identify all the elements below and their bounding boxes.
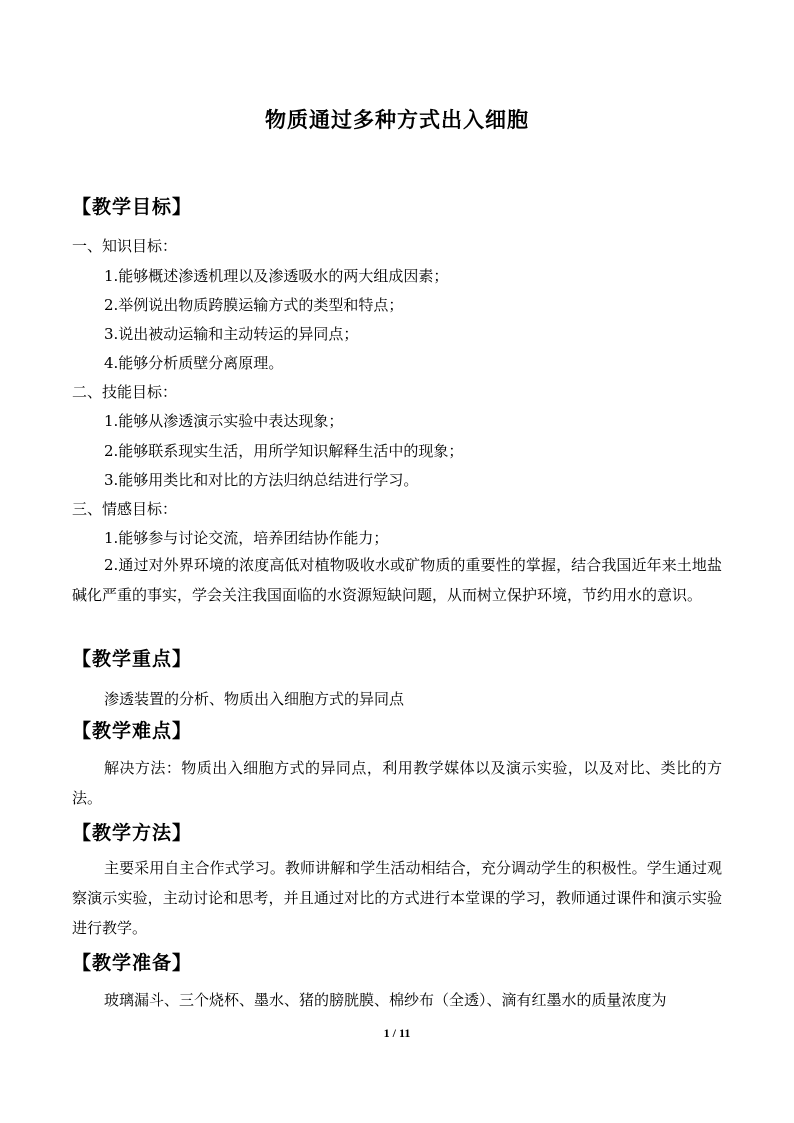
knowledge-item-3: 3.说出被动运输和主动转运的异同点； xyxy=(104,325,359,343)
heading-teaching-methods: 【教学方法】 xyxy=(72,822,193,844)
difficulties-text: 解决方法：物质出入细胞方式的异同点，利用教学媒体以及演示实验，以及对比、类比的方法。 xyxy=(72,759,722,807)
key-points-text: 渗透装置的分析、物质出入细胞方式的异同点 xyxy=(104,690,405,708)
emotion-item-1: 1.能够参与讨论交流，培养团结协作能力； xyxy=(104,529,389,547)
heading-key-points: 【教学重点】 xyxy=(72,648,193,670)
knowledge-item-1: 1.能够概述渗透机理以及渗透吸水的两大组成因素； xyxy=(104,267,449,285)
teaching-preparation-text: 玻璃漏斗、三个烧杯、墨水、猪的膀胱膜、棉纱布（全透）、滴有红墨水的质量浓度为 xyxy=(104,991,667,1009)
skill-item-2: 2.能够联系现实生活，用所学知识解释生活中的现象； xyxy=(104,442,464,460)
emotion-item-2: 2.通过对外界环境的浓度高低对植物吸收水或矿物质的重要性的掌握，结合我国近年来土地盐碱化严重的事实，学会关注我国面临的水资源短缺问题，从而树立保护环境，节约用水的意识。 xyxy=(72,556,722,604)
knowledge-objectives-label: 一、知识目标： xyxy=(72,237,178,255)
skill-item-1: 1.能够从渗透演示实验中表达现象； xyxy=(104,412,344,430)
page-number: 1 / 11 xyxy=(383,1026,411,1040)
heading-teaching-objectives: 【教学目标】 xyxy=(72,196,193,218)
heading-teaching-preparation: 【教学准备】 xyxy=(72,952,193,974)
knowledge-item-4: 4.能够分析质壁分离原理。 xyxy=(104,354,284,372)
knowledge-item-2: 2.举例说出物质跨膜运输方式的类型和特点； xyxy=(104,296,404,314)
heading-difficulties: 【教学难点】 xyxy=(72,720,193,742)
document-title: 物质通过多种方式出入细胞 xyxy=(265,108,529,132)
teaching-methods-text: 主要采用自主合作式学习。教师讲解和学生活动相结合，充分调动学生的积极性。学生通过观察演示实验，主动讨论和思考，并且通过对比的方式进行本堂课的学习，教师通过课件和演示实验进行教学。 xyxy=(72,859,722,937)
skill-objectives-label: 二、技能目标： xyxy=(72,383,178,401)
emotion-objectives-label: 三、情感目标： xyxy=(72,500,178,518)
skill-item-3: 3.能够用类比和对比的方法归纳总结进行学习。 xyxy=(104,471,419,489)
